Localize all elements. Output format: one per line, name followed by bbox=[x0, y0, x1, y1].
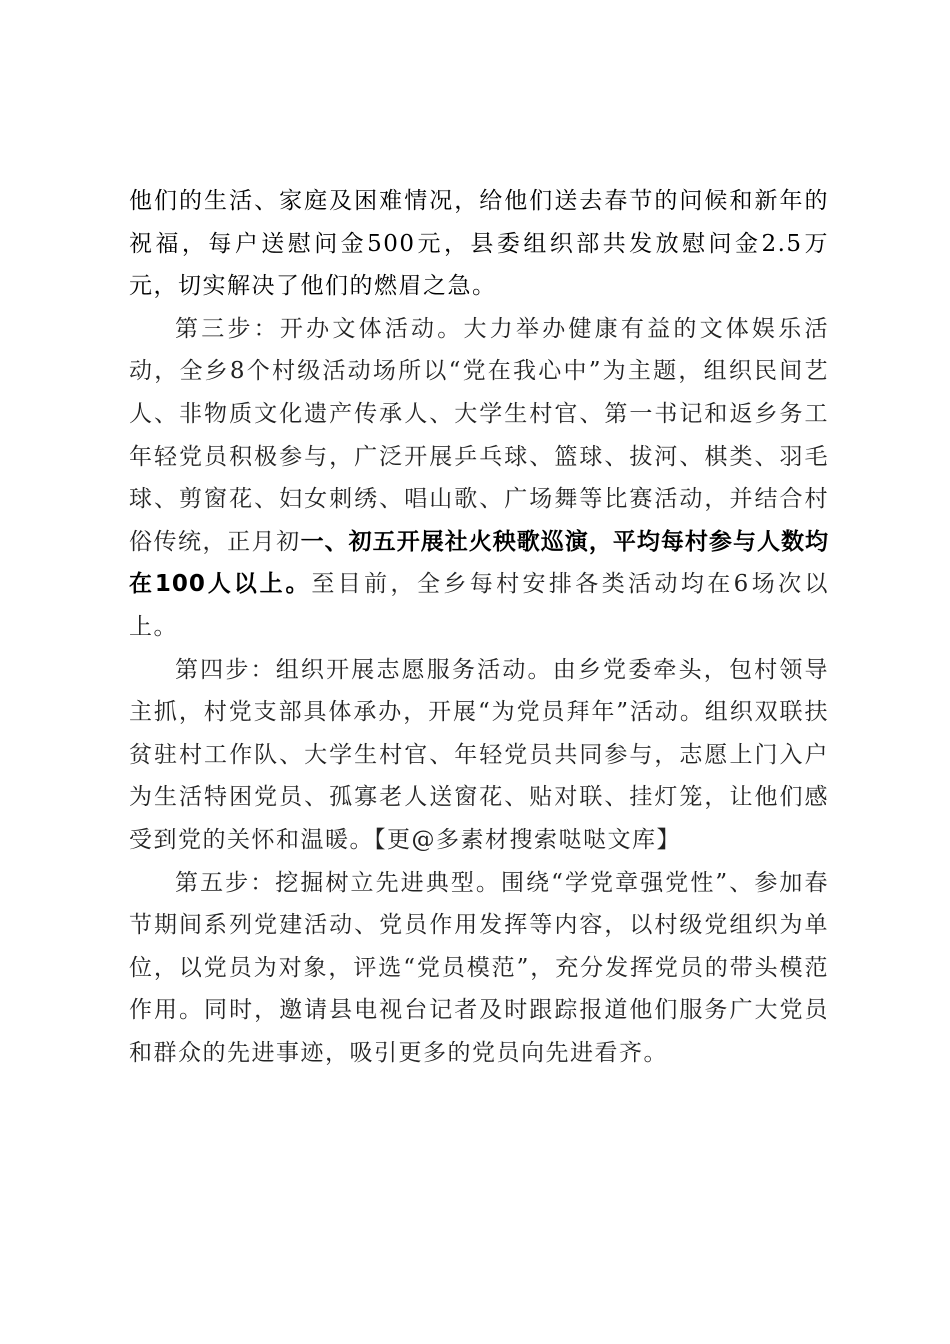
paragraph-bold-text: 一、初五开展社火秧歌巡演，平均每村参与人数均在100人以上。 bbox=[129, 528, 829, 598]
paragraph-step-four bbox=[129, 649, 829, 862]
paragraph-step-three bbox=[129, 308, 829, 649]
paragraph-text: 第四步：组织开展志愿服务活动。由乡党委牵头，包村领导主抓，村党支部具体承办，开展“为党员拜年”活动。组织双联扶贫驻村工作队、大学生村官、年轻党员共同参与，志愿上门入户为生活特困党员、孤寡老人送窗花、贴对联、挂灯笼，让他们感受到党的关怀和温暖。【更@多素材搜索哒哒文库】 bbox=[129, 656, 829, 853]
paragraph-step-five bbox=[129, 862, 829, 1075]
paragraph-text: 至目前，全乡每村安排各类活动均在6场次以上。 bbox=[129, 571, 829, 640]
document-body bbox=[129, 180, 829, 1074]
paragraph-text: 第五步：挖掘树立先进典型。围绕“学党章强党性”、参加春节期间系列党建活动、党员作用发挥等内容，以村级党组织为单位，以党员为对象，评选“党员模范”，充分发挥党员的带头模范作用。同时，邀请县电视台记者及时跟踪报道他们服务广大党员和群众的先进事迹，吸引更多的党员向先进看齐。 bbox=[129, 869, 829, 1066]
paragraph-condolence-continued bbox=[129, 180, 829, 308]
paragraph-text: 第三步：开办文体活动。大力举办健康有益的文体娱乐活动，全乡8个村级活动场所以“党在我心中”为主题，组织民间艺人、非物质文化遗产传承人、大学生村官、第一书记和返乡务工年轻党员积极参与，广泛开展乒乓球、篮球、拔河、棋类、羽毛球、剪窗花、妇女刺绣、唱山歌、广场舞等比赛活动，并结合村俗传统，正月初 bbox=[129, 315, 829, 555]
paragraph-text: 他们的生活、家庭及困难情况，给他们送去春节的问候和新年的祝福，每户送慰问金500元，县委组织部共发放慰问金2.5万元，切实解决了他们的燃眉之急。 bbox=[129, 188, 829, 300]
